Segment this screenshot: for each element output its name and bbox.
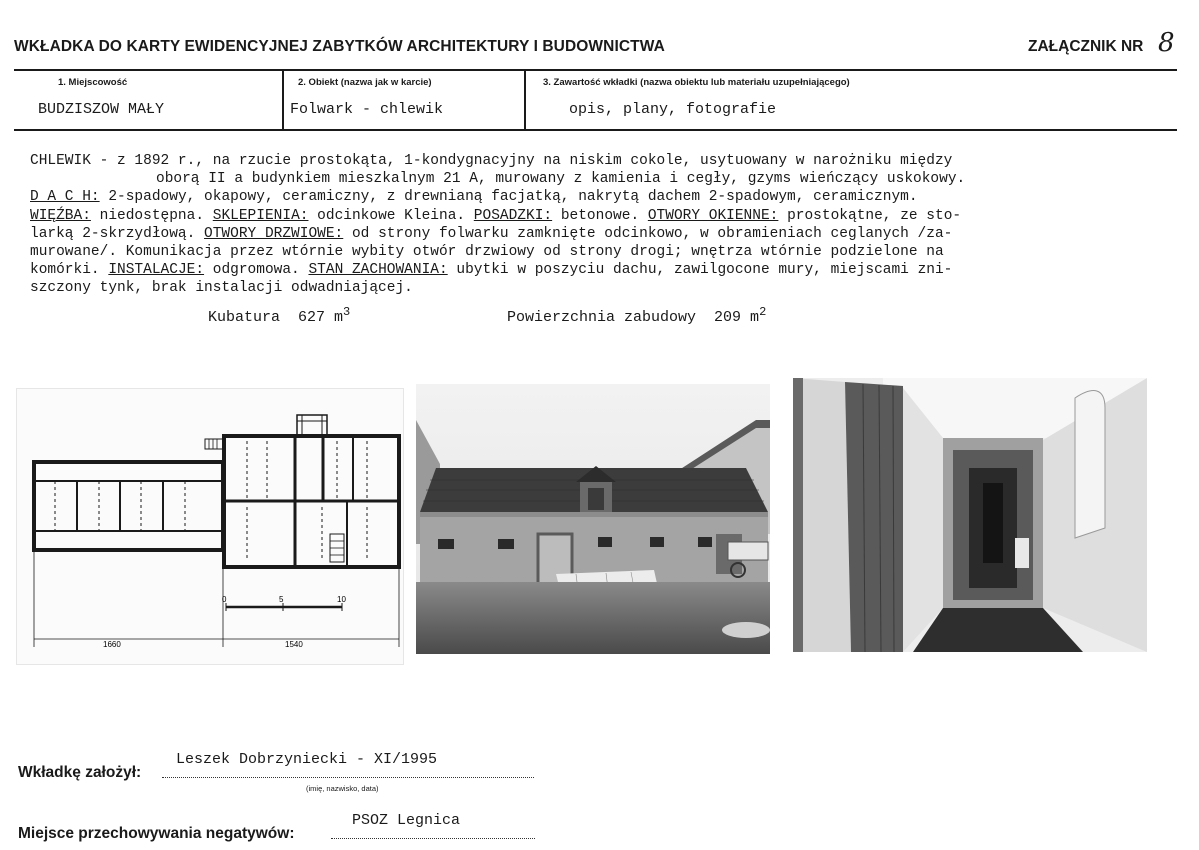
volume-label: Kubatura <box>208 309 281 326</box>
attachment-label: ZAŁĄCZNIK NR <box>1028 38 1144 55</box>
dimension-right: 1540 <box>285 640 303 649</box>
storage-value: PSOZ Legnica <box>352 812 461 829</box>
object-value: Folwark - chlewik <box>290 101 444 118</box>
floor-plan <box>16 388 404 665</box>
desc-heading-roof: D A C H: <box>30 189 100 206</box>
column-divider-2 <box>524 71 526 129</box>
area-label: Powierzchnia zabudowy <box>507 309 697 326</box>
volume-value: 627 m <box>298 309 344 326</box>
desc-subject: CHLEWIK <box>30 153 91 169</box>
locality-label: 1. Miejscowość <box>58 77 128 88</box>
header-bottom-rule <box>14 129 1177 131</box>
volume <box>208 305 350 326</box>
desc-heading-condition: STAN ZACHOWANIA: <box>308 262 448 279</box>
desc-text: betonowe. <box>552 207 648 224</box>
author-note: (imię, nazwisko, data) <box>306 784 379 793</box>
photo-interior <box>793 378 1147 652</box>
area-exponent: 2 <box>759 305 767 319</box>
column-divider-1 <box>282 71 284 129</box>
storage-label: Miejsce przechowywania negatywów: <box>18 825 295 842</box>
author-dotted-line <box>162 777 534 778</box>
photo-exterior <box>416 384 770 654</box>
built-area <box>507 305 766 326</box>
author-value: Leszek Dobrzyniecki - XI/1995 <box>176 751 438 768</box>
desc-text: szczony tynk, brak instalacji odwadniającej. <box>30 280 413 297</box>
desc-text: - z 1892 r., na rzucie prostokąta, 1-kondygnacyjny na niskim cokole, usytuowany w narożniku między <box>90 153 953 169</box>
desc-text: od strony folwarku zamknięte odcinkowo, w obramieniach ceglanych /za- <box>343 225 953 242</box>
form-title: WKŁADKA DO KARTY EWIDENCYJNEJ ZABYTKÓW ARCHITEKTURY I BUDOWNICTWA <box>14 38 665 55</box>
contents-value: opis, plany, fotografie <box>569 101 777 118</box>
author-label: Wkładkę założył: <box>18 764 142 781</box>
scale-label-10: 10 <box>337 595 346 604</box>
attachment-number: 8 <box>1158 28 1175 58</box>
area-value: 209 m <box>714 309 760 326</box>
desc-text: komórki. <box>30 262 109 279</box>
desc-heading-installations: INSTALACJE: <box>108 262 205 279</box>
desc-heading-truss: WIĘŹBA: <box>30 207 91 224</box>
desc-heading-floors: POSADZKI: <box>473 207 553 224</box>
volume-exponent: 3 <box>343 305 351 319</box>
desc-heading-vaults: SKLEPIENIA: <box>212 207 309 224</box>
desc-text: murowane/. Komunikacja przez wtórnie wybity otwór drzwiowy od strony drogi; wnętrza wtórnie podzielone na <box>30 244 944 261</box>
desc-text: odcinkowe Kleina. <box>308 207 474 224</box>
scale-label-0: 0 <box>222 595 227 604</box>
desc-text: ubytki w poszyciu dachu, zawilgocone mury, miejscami zni- <box>447 262 953 279</box>
desc-text: prostokątne, ze sto- <box>778 207 962 224</box>
desc-heading-doors: OTWORY DRZWIOWE: <box>204 225 344 242</box>
floor-plan-drawing <box>17 389 403 664</box>
photo-interior-image <box>793 378 1147 652</box>
description-block <box>30 152 1160 298</box>
desc-text: odgromowa. <box>204 262 309 279</box>
contents-label: 3. Zawartość wkładki (nazwa obiektu lub materiału uzupełniającego) <box>543 77 850 88</box>
locality-value: BUDZISZOW MAŁY <box>38 101 165 118</box>
desc-text: 2-spadowy, okapowy, ceramiczny, z drewnianą facjatką, nakrytą dachem 2-spadowym, ceramicznym. <box>99 189 918 206</box>
desc-heading-windows: OTWORY OKIENNE: <box>647 207 779 224</box>
dimension-left: 1660 <box>103 640 121 649</box>
desc-text: larką 2-skrzydłową. <box>30 225 205 242</box>
object-label: 2. Obiekt (nazwa jak w karcie) <box>298 77 432 88</box>
photo-exterior-image <box>416 384 770 654</box>
scale-label-5: 5 <box>279 595 284 604</box>
desc-text: niedostępna. <box>90 207 213 224</box>
storage-dotted-line <box>331 838 535 839</box>
header-top-rule <box>14 69 1177 71</box>
desc-text: oborą II a budynkiem mieszkalnym 21 A, murowany z kamienia i cegły, gzyms wieńczący uskokowy. <box>156 171 966 188</box>
